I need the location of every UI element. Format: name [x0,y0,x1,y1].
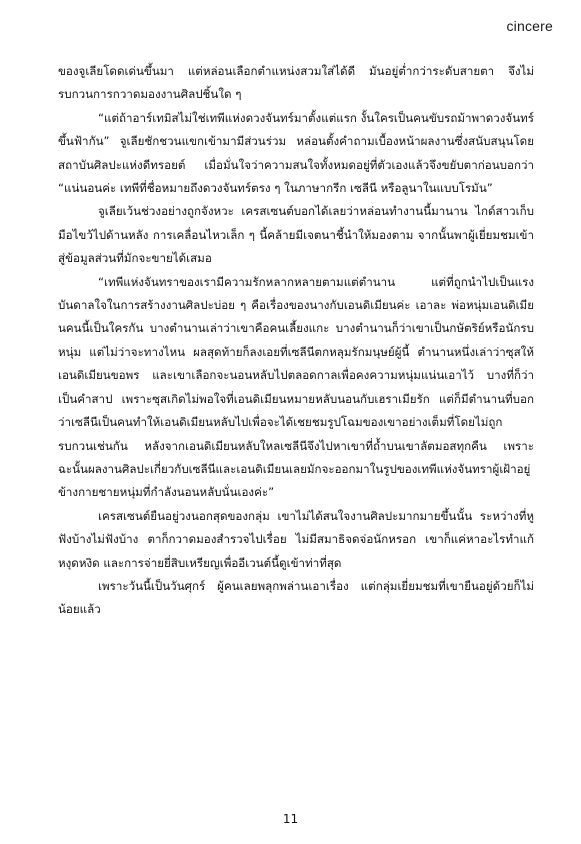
paragraph: “เทพีแห่งจันทราของเรามีความรักหลากหลายตามแต่ตำนาน แต่ที่ถูกนำไปเป็นแรงบันดาลใจในการสร้างงานศิลปะบ่อย ๆ คือเรื่องของนางกับเอนดิเมียนค่ะ เอาละ พ่อหนุ่มเอนดิเมียนคนนี้เป็นใครกัน บางตำนานเล่าว่าเขาคือคนเลี้ยงแกะ บางตำนานก็ว่าเขาเป็นกษัตริย์หรือนักรบหนุ่ม แต่ไม่ว่าจะทางไหน ผลสุดท้ายก็ลงเอยที่เซลีนีตกหลุมรักมนุษย์ผู้นี้ ตำนานหนึ่งเล่าว่าซุสให้เอนดิเมียนขอพร และเขาเลือกจะนอนหลับไปตลอดกาลเพื่อคงความหนุ่มแน่นเอาไว้ บางที่ก็ว่าเป็นคำสาป เพราะซุสเกิดไม่พอใจที่เอนดิเมียนหมายหลับนอนกับเฮราเมียรัก แต่ก็มีตำนานที่บอกว่าเซลีนีเป็นคนทำให้เอนดิเมียนหลับไปเพื่อจะได้เชยชมรูปโฉมของเขาอย่างเต็มที่โดยไม่ถูกรบกวนเช่นกัน หลังจากเอนดิเมียนหลับใหลเซลีนีจึงไปหาเขาที่ถ้ำบนเขาลัตมอสทุกคืน เพราะฉะนั้นผลงานศิลปะเกี่ยวกับเซลีนีและเอนดิเมียนเลยมักจะออกมาในรูปของเทพีแห่งจันทราผู้เฝ้าอยู่ข้างกายชายหนุ่มที่กำลังนอนหลับนั่นเองค่ะ” [58,274,534,500]
paragraph: เพราะวันนี้เป็นวันศุกร์ ผู้คนเลยพลุกพล่านเอาเรื่อง แต่กลุ่มเยี่ยมชมที่เขายืนอยู่ด้วยก็ไม่น้อยแล้ว [58,578,534,617]
paragraph: เครสเซนต์ยืนอยู่วงนอกสุดของกลุ่ม เขาไม่ได้สนใจงานศิลปะมากมายขึ้นนั้น ระหว่างที่หูฟังบ้างไม่ฟังบ้าง ตาก็กวาดมองสำรวจไปเรื่อย ไม่มีสมาธิจดจ่อนักหรอก เขาก็แค่หาอะไรทำแก้หงุดหงิด และการจ่ายยี่สิบเหรียญเพื่ออีเวนต์นี้ดูเข้าท่าที่สุด [58,508,534,570]
page-number: 11 [282,812,299,826]
paragraph: จูเลียเว้นช่วงอย่างถูกจังหวะ เครสเซนต์บอกได้เลยว่าหล่อนทำงานนี้มานาน ไกด์สาวเก็บมือไขว้ไปด้านหลัง การเคลื่อนไหวเล็ก ๆ นี้คล้ายมีเจตนาชี้นำให้มองตาม จากนั้นพาผู้เยี่ยมชมเข้าสู่ข้อมูลส่วนที่มักจะขายได้เสมอ [58,204,534,266]
body-text [58,60,534,622]
paragraph: ของจูเลียโดดเด่นขึ้นมา แต่หล่อนเลือกตำแหน่งสวมใส่ได้ดี มันอยู่ต่ำกว่าระดับสายตา จึงไม่รบกวนการกวาดมองงานศิลปชิ้นใด ๆ [58,64,534,102]
header-brand: cincere [506,18,553,34]
paragraph: “แต่ถ้าอาร์เทมิสไม่ใช่เทพีแห่งดวงจันทร์มาตั้งแต่แรก งั้นใครเป็นคนขับรถม้าพาดวงจันทร์ขึ้นฟ้ากัน” จูเลียชักชวนแขกเข้ามามีส่วนร่วม หล่อนตั้งคำถามเบื้องหน้าผลงานซึ่งสนับสนุนโดยสถาบันศิลปะแห่งดีทรอยต์ เมื่อมั่นใจว่าความสนใจทั้งหมดอยู่ที่ตัวเองแล้วจึงขยับตาก่อนบอกว่า “แน่นอนค่ะ เทพีที่ชื่อหมายถึงดวงจันทร์ตรง ๆ ในภาษากรีก เซลีนี หรือลูนาในแบบโรมัน” [58,110,534,196]
